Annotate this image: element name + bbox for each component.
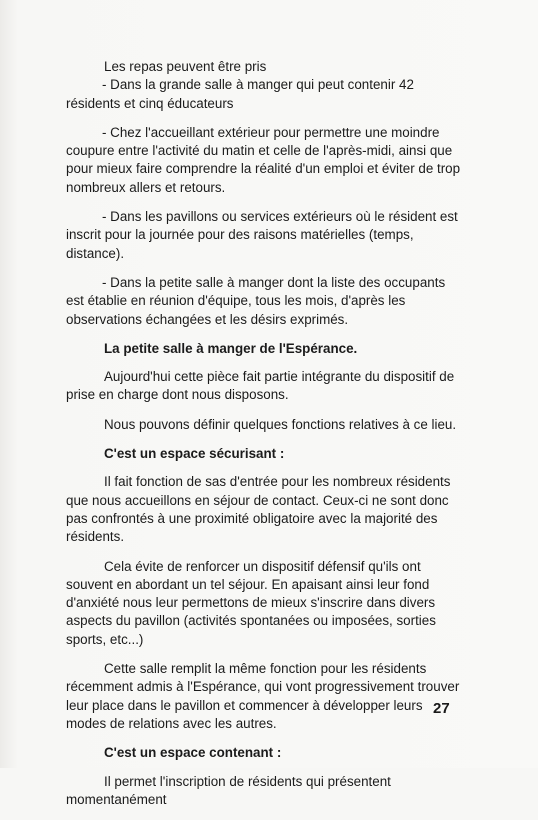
paragraph-fonctions: Nous pouvons définir quelques fonctions relatives à ce lieu. [104,416,457,432]
page-number: 27 [433,700,450,717]
page-body [66,58,466,820]
paragraph-defensif: Cela évite de renforcer un dispositif défensif qu'ils ont souvent en abordant un tel séjour. En apaisant ainsi leur fond d'anxiété nous leur permettons de mieux s'inscrire dans divers aspects du pavillon (activités spontanées ou imposées, sorties sports, etc...) [66,558,436,647]
paragraph-meme-fonction: Cette salle remplit la même fonction pour les résidents récemment admis à l'Espérance, qui vont progressivement trouver leur place dans le pavillon et commencer à développer leurs modes de relations avec les autres. [66,661,460,731]
section-heading-contenant: C'est un espace contenant : [104,745,282,761]
paragraph-inscription: Il permet l'inscription de résidents qui présentent momentanément [66,773,391,807]
list-item-grande-salle: - Dans la grande salle à manger qui peut contenir 42 résidents et cinq éducateurs [66,77,414,111]
list-item-pavillons: - Dans les pavillons ou services extérieurs où le résident est inscrit pour la journée pour des raisons matérielles (temps, distance). [66,209,458,261]
section-heading-securisant: C'est un espace sécurisant : [104,446,285,462]
paragraph-dispositif: Aujourd'hui cette pièce fait partie intégrante du dispositif de prise en charge dont nous disposons. [66,369,455,403]
list-item-petite-salle: - Dans la petite salle à manger dont la liste des occupants est établie en réunion d'équipe, tous les mois, d'après les observations échangées et les désirs exprimés. [66,274,446,327]
section-heading-petite-salle: La petite salle à manger de l'Espérance. [104,340,358,356]
paragraph-sas: Il fait fonction de sas d'entrée pour les nombreux résidents que nous accueillons en séjour de contact. Ceux-ci ne sont donc pas confrontés à une proximité obligatoire avec la majorité des résidents. [66,474,451,545]
list-item-accueillant: - Chez l'accueillant extérieur pour permettre une moindre coupure entre l'activité du matin et celle de l'après-midi, ainsi que pour mieux faire comprendre la réalité d'un emploi et éviter de trop nombreux allers et retours. [66,124,461,195]
intro-line: Les repas peuvent être pris [104,59,267,74]
